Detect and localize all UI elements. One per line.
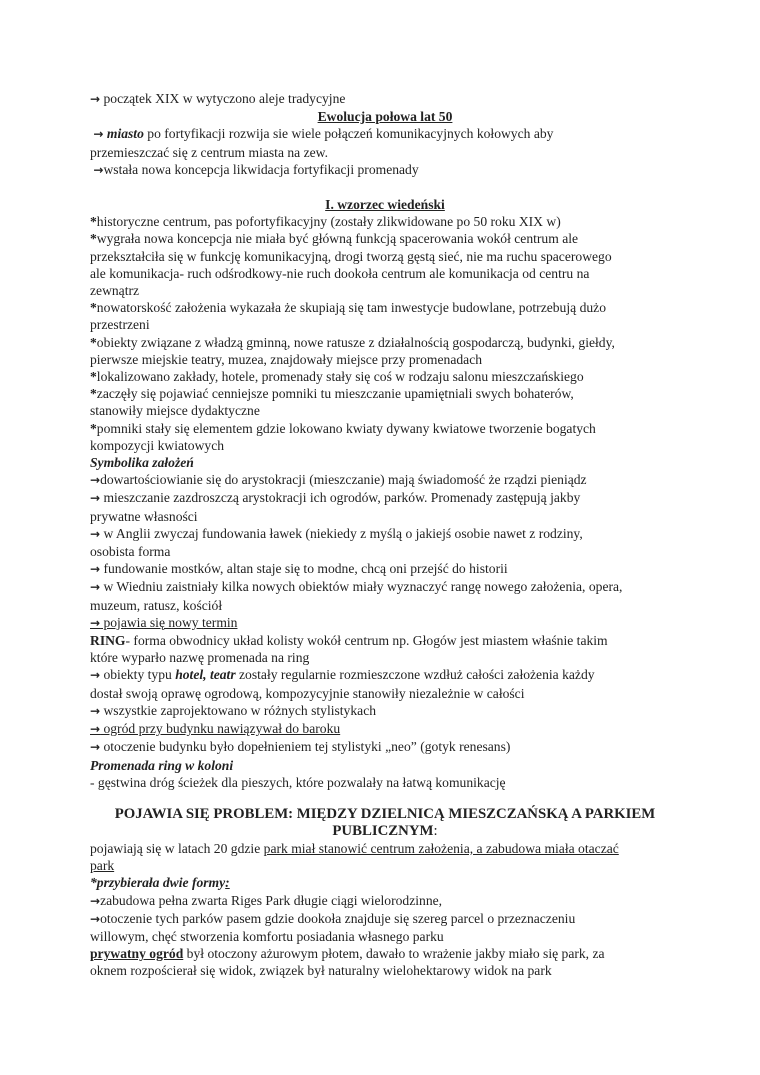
bullet-line	[90, 334, 680, 351]
text-line: osobista forma	[90, 544, 171, 560]
line-text: zostały regularnie rozmieszczone wzdłuż całości założenia każdy	[235, 667, 595, 683]
problem-heading-line2	[90, 823, 680, 840]
arrow-line-underlined	[90, 720, 680, 738]
arrow-line-underlined	[90, 614, 680, 632]
line-text: obiekty związane z władzą gminną, nowe ratusze z działalnością gospodarczą, budynki, giełdy,	[96, 334, 615, 350]
line-text: po fortyfikacji rozwija sie wiele połączeń komunikacyjnych kołowych aby	[143, 126, 554, 142]
arrow-icon: →	[90, 703, 101, 718]
section-heading-evolution: Ewolucja połowa lat 50	[317, 109, 453, 125]
star-bullet-icon: *	[90, 420, 97, 436]
ring-keyword: RING	[90, 633, 126, 649]
arrow-line	[90, 738, 680, 756]
line-text: dowartościowianie się do arystokracji (mieszczanie) mają świadomość że rządzi pieniądz	[100, 472, 587, 488]
arrow-line	[90, 560, 680, 578]
line-text: w Anglii zwyczaj fundowania ławek (niekiedy z myślą o jakiejś osobie nawet z rodziny,	[100, 525, 583, 541]
text-line: park	[90, 858, 115, 874]
text-line: stanowiły miejsce dydaktyczne	[90, 403, 260, 419]
arrow-line	[90, 666, 680, 684]
star-bullet-icon: *	[90, 300, 97, 316]
text-line: przemieszczać się z centrum miasta na zew.	[90, 144, 329, 160]
line-text: w Wiedniu zaistniały kilka nowych obiektów miały wyznaczyć rangę nowego założenia, opera,	[100, 579, 623, 595]
text-line: dostał swoją oprawę ogrodową, kompozycyjnie stanowiły niezależnie w całości	[90, 685, 525, 701]
underlined-text: park miał stanowić centrum założenia, a zabudowa miała otaczać	[263, 841, 619, 856]
star-bullet-icon: *	[90, 231, 97, 247]
arrow-line	[90, 892, 680, 910]
text-line: przestrzeni	[90, 317, 150, 333]
line-text: otoczenie budynku było dopełnieniem tej stylistyki „neo” (gotyk renesans)	[100, 739, 511, 755]
line-text: nowatorskość założenia wykazała że skupiają się tam inwestycje budowlane, potrzebują dużo	[96, 300, 606, 316]
vienna-section	[90, 196, 680, 791]
keyword: hotel, teatr	[175, 667, 236, 683]
private-garden-line	[90, 945, 680, 962]
problem-section	[90, 806, 680, 980]
subheading-text: *przybierała dwie formy	[90, 875, 226, 891]
arrow-line	[90, 489, 680, 507]
line-text: lokalizowano zakłady, hotele, promenady stały się coś w rodzaju salonu mieszczańskiego	[96, 369, 584, 385]
arrow-icon: →	[90, 740, 101, 755]
line-text: wstała nowa koncepcja likwidacja fortyfikacji promenady	[103, 161, 419, 177]
arrow-line	[90, 910, 680, 928]
bullet-line	[90, 368, 680, 385]
line-text: pojawia się nowy termin	[100, 614, 238, 630]
text-line: które wyparło nazwę promenada na ring	[90, 650, 310, 666]
arrow-line	[90, 525, 680, 543]
text-line: oknem rozpościerał się widok, związek był naturalny wielohektarowy widok na park	[90, 963, 552, 979]
arrow-line	[90, 471, 680, 489]
arrow-icon: →	[93, 127, 104, 142]
bullet-line	[90, 299, 680, 316]
line-text: zabudowa pełna zwarta Riges Park długie ciągi wielorodzinne,	[100, 892, 443, 908]
text-line	[90, 90, 680, 108]
keyword: miasto	[106, 126, 144, 142]
text-line	[90, 125, 680, 143]
text-line: zewnątrz	[90, 283, 140, 299]
text-line: pierwsze miejskie teatry, muzea, znajdowały miejsce przy promenadach	[90, 351, 483, 367]
intro-section	[90, 90, 680, 179]
arrow-icon: →	[90, 562, 101, 577]
problem-heading: POJAWIA SIĘ PROBLEM: MIĘDZY DZIELNICĄ MIESZCZAŃSKĄ A PARKIEM	[114, 806, 656, 822]
text-line: willowym, chęć stworzenia komfortu posiadania własnego parku	[90, 929, 444, 945]
keyword: prywatny ogród	[90, 946, 184, 962]
arrow-icon: →	[90, 92, 101, 106]
line-text: ogród przy budynku nawiązywał do baroku	[100, 721, 341, 737]
arrow-icon: →	[93, 162, 104, 177]
line-text: mieszczanie zazdroszczą arystokracji ich ogrodów, parków. Promenady zastępują jakby	[100, 490, 581, 506]
arrow-icon: →	[90, 580, 101, 595]
bullet-line	[90, 385, 680, 402]
bullet-line	[90, 213, 680, 230]
text-line	[90, 161, 680, 179]
arrow-line	[90, 702, 680, 720]
line-text: historyczne centrum, pas pofortyfikacyjny (zostały zlikwidowane po 50 roku XIX w)	[96, 214, 561, 230]
line-text: pomniki stały się elementem gdzie lokowano kwiaty dywany kwiatowe tworzenie bogatych	[96, 420, 596, 436]
arrow-icon: →	[90, 491, 101, 506]
bullet-line	[90, 230, 680, 247]
star-bullet-icon: *	[90, 369, 97, 385]
arrow-icon: →	[90, 722, 101, 737]
star-bullet-icon: *	[90, 334, 97, 350]
section-heading-vienna: I. wzorzec wiedeński	[325, 197, 445, 212]
text-line: muzeum, ratusz, kościół	[90, 597, 223, 613]
arrow-line	[90, 578, 680, 596]
line-text: wygrała nowa koncepcja nie miała być główną funkcją spacerowania wokół centrum ale	[96, 231, 579, 247]
subheading-symbolika: Symbolika założeń	[90, 455, 194, 471]
heading-colon: :	[433, 823, 438, 839]
text-line: - gęstwina dróg ścieżek dla pieszych, które pozwalały na łatwą komunikację	[90, 774, 506, 790]
text-line: ale komunikacja- ruch odśrodkowy-nie ruch dookoła centrum ale komunikacja od centru na	[90, 265, 590, 281]
arrow-icon: →	[90, 526, 101, 541]
bullet-line	[90, 420, 680, 437]
star-bullet-icon: *	[90, 386, 97, 402]
line-text: początek XIX w wytyczono aleje tradycyjne	[103, 91, 346, 106]
subheading-koloni: Promenada ring w koloni	[90, 757, 234, 773]
line-text: fundowanie mostków, altan staje się to modne, chcą oni przejść do historii	[100, 561, 508, 577]
star-bullet-icon: *	[90, 214, 97, 230]
line-text: był otoczony ażurowym płotem, dawało to wrażenie jakby miało się park, za	[183, 946, 605, 962]
line-text: pojawiają się w latach 20 gdzie	[90, 841, 264, 856]
arrow-icon: →	[90, 615, 101, 630]
subheading-forms	[90, 874, 680, 891]
line-text: wszystkie zaprojektowano w różnych stylistykach	[100, 702, 377, 718]
ring-line	[90, 632, 680, 649]
line-text: otoczenie tych parków pasem gdzie dookoła znajduje się szereg parcel o przeznaczeniu	[100, 910, 576, 926]
line-text: - forma obwodnicy układ kolisty wokół centrum np. Głogów jest miastem właśnie takim	[125, 633, 608, 649]
arrow-icon: →	[90, 668, 101, 683]
text-line: kompozycji kwiatowych	[90, 437, 225, 453]
line-text: obiekty typu	[100, 667, 176, 683]
line-text: zaczęły się pojawiać cenniejsze pomniki tu mieszczanie upamiętniali swych bohaterów,	[96, 386, 574, 402]
text-line: prywatne własności	[90, 508, 198, 524]
text-line	[90, 840, 680, 857]
text-line: przekształciła się w funkcję komunikacyjną, drogi tworzą gęstą sieć, nie ma ruchu spacerowego	[90, 248, 612, 264]
arrow-icon: →	[90, 893, 101, 908]
subheading-colon: :	[225, 875, 230, 891]
arrow-icon: →	[90, 473, 101, 488]
arrow-icon: →	[90, 911, 101, 926]
heading-text: PUBLICZNYM	[332, 823, 434, 839]
